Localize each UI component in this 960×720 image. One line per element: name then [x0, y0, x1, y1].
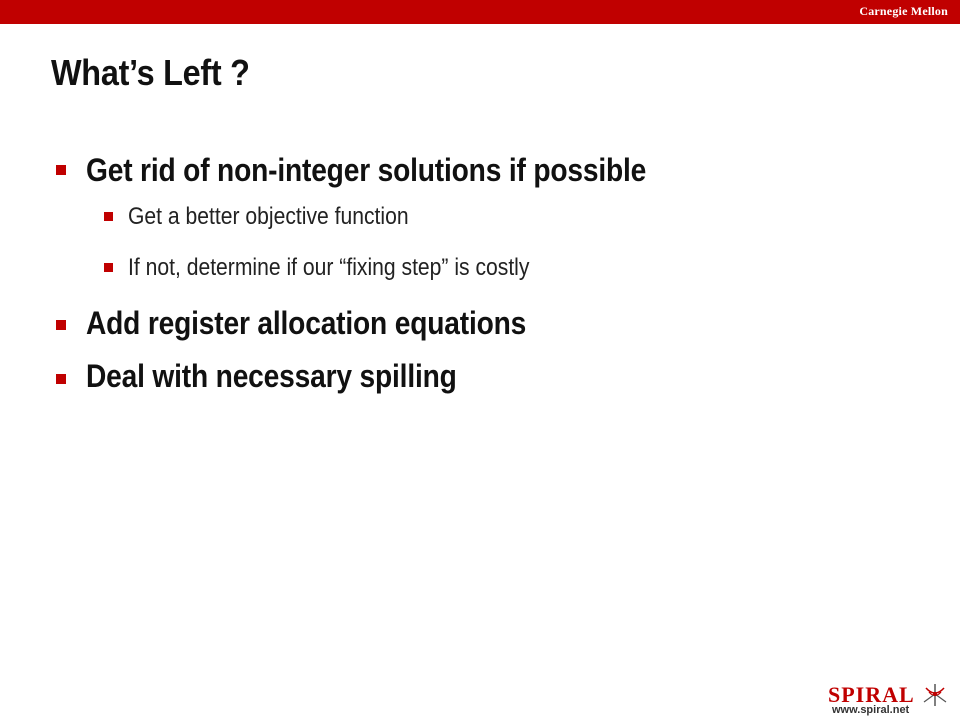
logo-wordmark: SPIRAL — [828, 682, 915, 707]
org-label: Carnegie Mellon — [859, 4, 948, 18]
bullet-item: Add register allocation equations — [86, 305, 527, 341]
bullet-item: Get rid of non-integer solutions if possible — [86, 152, 647, 188]
bullet-item: Deal with necessary spilling — [86, 358, 457, 394]
sub-bullet-marker — [104, 212, 113, 221]
slide-title: What’s Left ? — [51, 52, 250, 93]
sub-bullet-item: If not, determine if our “fixing step” is costly — [128, 254, 530, 281]
spiral-logo — [828, 682, 952, 718]
logo-url: www.spiral.net — [832, 704, 910, 716]
spiral-antenna-icon — [920, 682, 950, 708]
bullet-marker — [56, 374, 66, 384]
sub-bullet-item: Get a better objective function — [128, 203, 409, 230]
bullet-marker — [56, 165, 66, 175]
bullet-marker — [56, 320, 66, 330]
sub-bullet-marker — [104, 263, 113, 272]
